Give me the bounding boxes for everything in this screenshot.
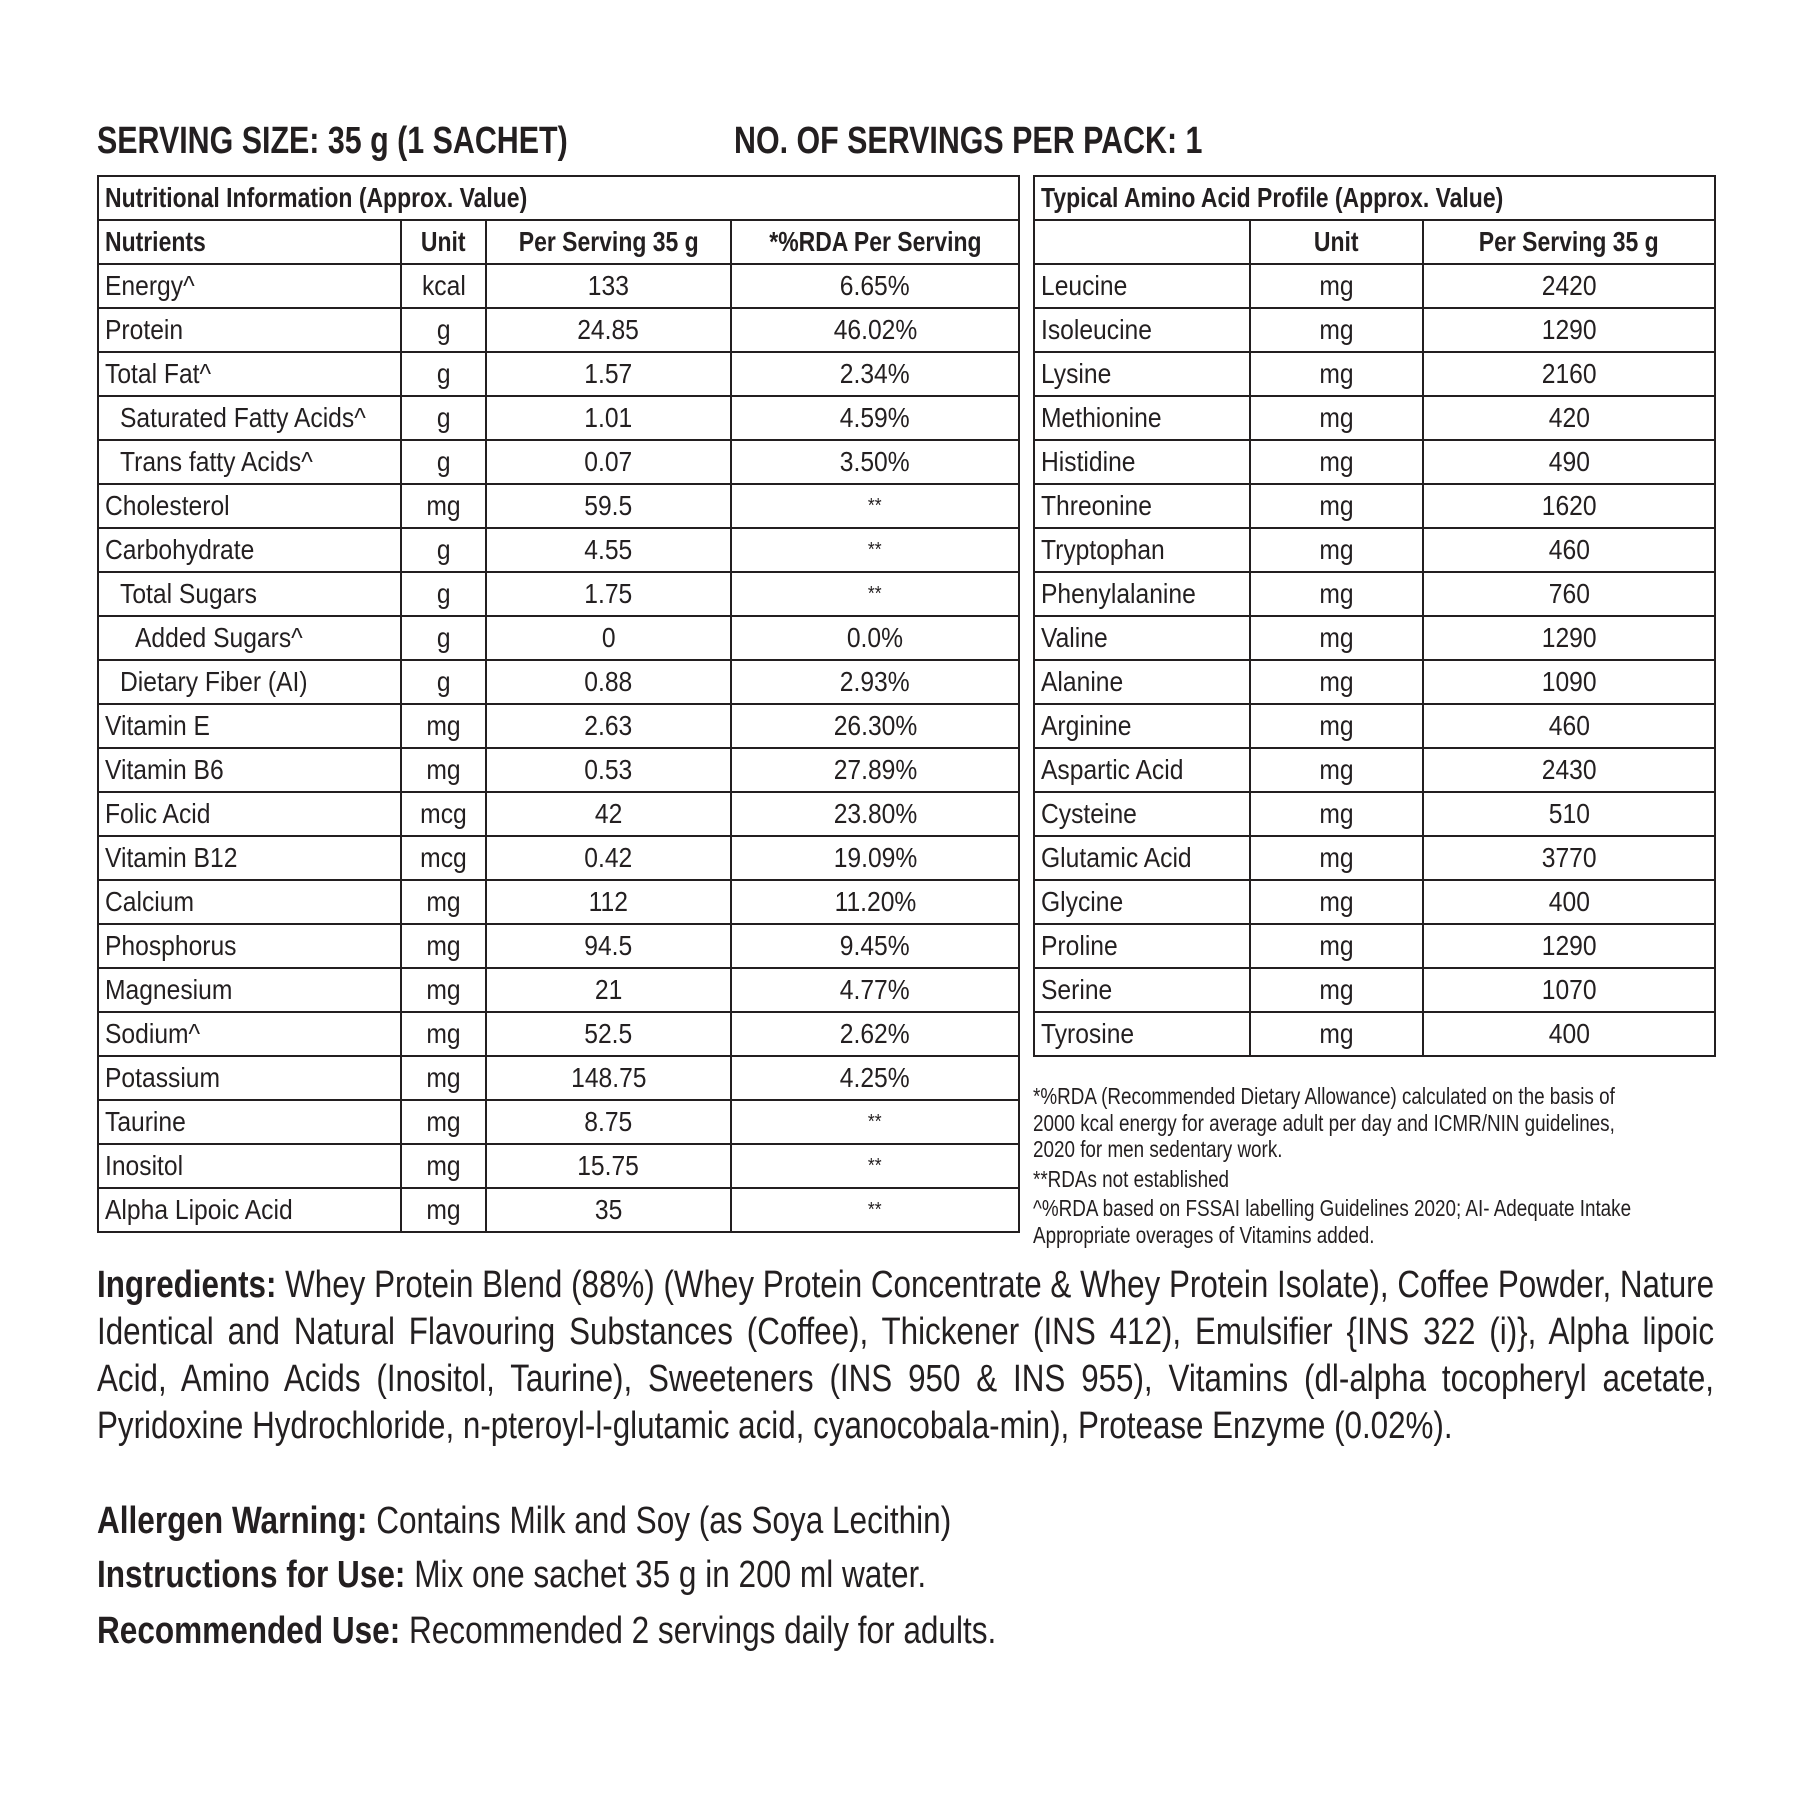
nutrient-name: Potassium <box>98 1056 401 1100</box>
table-row <box>1034 660 1715 704</box>
table-row <box>1034 528 1715 572</box>
ingredients <box>97 1262 1714 1450</box>
nutrient-value: 148.75 <box>486 1056 731 1100</box>
table-row <box>1034 440 1715 484</box>
nutrient-value: 0.53 <box>486 748 731 792</box>
amino-acid-unit: mg <box>1250 792 1423 836</box>
table-row <box>1034 264 1715 308</box>
nutrient-rda: ** <box>731 572 1019 616</box>
table-row <box>98 1012 1019 1056</box>
nutrient-rda: 26.30% <box>731 704 1019 748</box>
table-row <box>98 528 1019 572</box>
nutrient-unit: g <box>401 528 486 572</box>
amino-acid-name: Glutamic Acid <box>1034 836 1250 880</box>
nutrient-name: Carbohydrate <box>98 528 401 572</box>
nutrient-name: Saturated Fatty Acids^ <box>98 396 401 440</box>
amino-acid-unit: mg <box>1250 748 1423 792</box>
nutrient-rda: 2.62% <box>731 1012 1019 1056</box>
nutrient-name: Inositol <box>98 1144 401 1188</box>
nutrient-value: 0.07 <box>486 440 731 484</box>
recommended-text: Recommended 2 servings daily for adults. <box>408 1610 997 1652</box>
table-row <box>1034 616 1715 660</box>
amino-acid-unit: mg <box>1250 968 1423 1012</box>
instructions-for-use <box>97 1554 1096 1600</box>
amino-acid-name: Proline <box>1034 924 1250 968</box>
table-row <box>98 484 1019 528</box>
amino-acid-unit: mg <box>1250 308 1423 352</box>
nutrient-name: Folic Acid <box>98 792 401 836</box>
amino-acid-name: Tyrosine <box>1034 1012 1250 1056</box>
table-row <box>98 748 1019 792</box>
nutrition-title: Nutritional Information (Approx. Value) <box>98 176 1019 220</box>
footnote-overages: Appropriate overages of Vitamins added. <box>1033 1221 1375 1248</box>
nutrient-unit: g <box>401 616 486 660</box>
nutrient-value: 59.5 <box>486 484 731 528</box>
amino-acid-name: Arginine <box>1034 704 1250 748</box>
table-row <box>98 616 1019 660</box>
amino-acid-unit: mg <box>1250 880 1423 924</box>
column-header: Unit <box>1250 220 1423 264</box>
recommended-use <box>97 1610 1180 1656</box>
nutrient-rda: 9.45% <box>731 924 1019 968</box>
nutrient-unit: g <box>401 660 486 704</box>
table-row <box>98 704 1019 748</box>
nutrient-rda: 0.0% <box>731 616 1019 660</box>
footnote-fssai: ^%RDA based on FSSAI labelling Guidelines 2020; AI- Adequate Intake <box>1033 1195 1632 1221</box>
table-row <box>1034 572 1715 616</box>
nutrient-rda: 23.80% <box>731 792 1019 836</box>
amino-acid-value: 760 <box>1423 572 1715 616</box>
amino-acid-name: Alanine <box>1034 660 1250 704</box>
table-row <box>1034 1012 1715 1056</box>
table-row <box>1034 308 1715 352</box>
amino-acid-unit: mg <box>1250 660 1423 704</box>
table-row <box>1034 924 1715 968</box>
allergen-text: Contains Milk and Soy (as Soya Lecithin) <box>376 1500 952 1542</box>
nutrient-unit: kcal <box>401 264 486 308</box>
nutrient-name: Added Sugars^ <box>98 616 401 660</box>
amino-acid-value: 1290 <box>1423 616 1715 660</box>
allergen-warning <box>97 1500 1126 1546</box>
table-row <box>1034 352 1715 396</box>
nutrient-unit: mg <box>401 968 486 1012</box>
column-header: Per Serving 35 g <box>486 220 731 264</box>
nutrient-unit: g <box>401 396 486 440</box>
nutrient-name: Alpha Lipoic Acid <box>98 1188 401 1232</box>
nutrient-name: Magnesium <box>98 968 401 1012</box>
table-row <box>1034 968 1715 1012</box>
table-row <box>1034 836 1715 880</box>
column-header <box>1034 220 1250 264</box>
table-row <box>98 880 1019 924</box>
nutrient-name: Vitamin E <box>98 704 401 748</box>
footnote-rda: 2000 kcal energy for average adult per day and ICMR/NIN guidelines, <box>1033 1109 1615 1136</box>
allergen-label: Allergen Warning: <box>97 1500 368 1542</box>
nutrient-value: 1.75 <box>486 572 731 616</box>
nutrient-value: 0 <box>486 616 731 660</box>
amino-acid-name: Glycine <box>1034 880 1250 924</box>
footnote-rda: 2020 for men sedentary work. <box>1033 1136 1283 1162</box>
nutrient-value: 35 <box>486 1188 731 1232</box>
nutrient-name: Taurine <box>98 1100 401 1144</box>
nutrient-value: 133 <box>486 264 731 308</box>
amino-acid-unit: mg <box>1250 836 1423 880</box>
nutrient-unit: mg <box>401 748 486 792</box>
footnote-not-established: **RDAs not established <box>1033 1165 1230 1192</box>
nutrient-rda: 2.34% <box>731 352 1019 396</box>
nutrition-header-row <box>98 220 1019 264</box>
amino-acid-name: Valine <box>1034 616 1250 660</box>
table-row <box>1034 484 1715 528</box>
nutrient-unit: mg <box>401 1144 486 1188</box>
table-row <box>98 308 1019 352</box>
amino-acid-value: 1290 <box>1423 308 1715 352</box>
amino-acid-unit: mg <box>1250 572 1423 616</box>
table-row <box>98 572 1019 616</box>
table-row <box>98 1188 1019 1232</box>
table-row <box>98 1056 1019 1100</box>
table-row <box>98 836 1019 880</box>
table-row <box>98 264 1019 308</box>
nutrient-rda: 19.09% <box>731 836 1019 880</box>
instructions-label: Instructions for Use: <box>97 1554 406 1596</box>
nutrient-value: 1.57 <box>486 352 731 396</box>
nutrient-value: 24.85 <box>486 308 731 352</box>
table-row <box>1034 748 1715 792</box>
nutrient-rda: ** <box>731 484 1019 528</box>
nutrient-value: 112 <box>486 880 731 924</box>
amino-title: Typical Amino Acid Profile (Approx. Value) <box>1034 176 1715 220</box>
amino-acid-name: Methionine <box>1034 396 1250 440</box>
table-row <box>98 968 1019 1012</box>
nutrient-name: Dietary Fiber (AI) <box>98 660 401 704</box>
nutrient-unit: mg <box>401 704 486 748</box>
amino-acid-value: 490 <box>1423 440 1715 484</box>
amino-acid-name: Phenylalanine <box>1034 572 1250 616</box>
amino-acid-name: Histidine <box>1034 440 1250 484</box>
servings-per-pack: NO. OF SERVINGS PER PACK: 1 <box>734 120 1203 162</box>
footnotes <box>1033 1083 1723 1248</box>
table-row <box>98 924 1019 968</box>
nutrient-value: 94.5 <box>486 924 731 968</box>
amino-acid-unit: mg <box>1250 440 1423 484</box>
amino-acid-value: 460 <box>1423 528 1715 572</box>
nutrient-name: Cholesterol <box>98 484 401 528</box>
ingredients-text: Whey Protein Blend (88%) (Whey Protein Concentrate & Whey Protein Isolate), Coffee Powder, Nature Identical and Natural Flavouring Substances (Coffee), Thickener (INS 412), Emulsifier {INS 322 (i)}, Alpha lipoic Acid, Amino Acids (Inositol, Taurine), Sweeteners (INS 950 & INS 955), Vitamins (dl-alpha tocopheryl acetate, Pyridoxine Hydrochloride, n-pteroyl-l-glutamic acid, cyanocobala-min), Protease Enzyme (0.02%). <box>97 1264 1715 1447</box>
amino-acid-value: 400 <box>1423 1012 1715 1056</box>
table-row <box>1034 792 1715 836</box>
amino-header-row <box>1034 220 1715 264</box>
nutrient-rda: 11.20% <box>731 880 1019 924</box>
nutrient-rda: 4.77% <box>731 968 1019 1012</box>
amino-acid-value: 1090 <box>1423 660 1715 704</box>
nutrient-value: 0.88 <box>486 660 731 704</box>
nutrient-value: 21 <box>486 968 731 1012</box>
nutrient-unit: mg <box>401 1100 486 1144</box>
nutrient-rda: 4.59% <box>731 396 1019 440</box>
nutrient-value: 15.75 <box>486 1144 731 1188</box>
nutrient-name: Total Fat^ <box>98 352 401 396</box>
amino-acid-name: Cysteine <box>1034 792 1250 836</box>
amino-acid-value: 2430 <box>1423 748 1715 792</box>
nutrient-rda: 6.65% <box>731 264 1019 308</box>
footnote-rda: *%RDA (Recommended Dietary Allowance) calculated on the basis of <box>1033 1083 1615 1109</box>
nutrition-title-row <box>98 176 1019 220</box>
amino-acid-unit: mg <box>1250 1012 1423 1056</box>
amino-acid-name: Serine <box>1034 968 1250 1012</box>
column-header: Unit <box>401 220 486 264</box>
nutrient-value: 1.01 <box>486 396 731 440</box>
nutrient-value: 4.55 <box>486 528 731 572</box>
table-row <box>98 352 1019 396</box>
nutrient-value: 52.5 <box>486 1012 731 1056</box>
table-row <box>98 1100 1019 1144</box>
nutrient-value: 42 <box>486 792 731 836</box>
nutrient-unit: mcg <box>401 836 486 880</box>
amino-acid-unit: mg <box>1250 616 1423 660</box>
nutrient-name: Trans fatty Acids^ <box>98 440 401 484</box>
amino-acid-name: Lysine <box>1034 352 1250 396</box>
nutrient-rda: ** <box>731 1144 1019 1188</box>
nutrient-unit: mg <box>401 924 486 968</box>
nutrient-unit: mg <box>401 880 486 924</box>
ingredients-label: Ingredients: <box>97 1264 277 1306</box>
nutrient-value: 8.75 <box>486 1100 731 1144</box>
nutrient-rda: 4.25% <box>731 1056 1019 1100</box>
nutrient-unit: g <box>401 440 486 484</box>
nutrient-rda: ** <box>731 1100 1019 1144</box>
nutrient-name: Vitamin B12 <box>98 836 401 880</box>
amino-title-row <box>1034 176 1715 220</box>
table-row <box>98 660 1019 704</box>
amino-acid-name: Aspartic Acid <box>1034 748 1250 792</box>
nutrient-unit: mg <box>401 484 486 528</box>
table-row <box>1034 396 1715 440</box>
column-header: *%RDA Per Serving <box>731 220 1019 264</box>
table-row <box>98 440 1019 484</box>
amino-acid-value: 2160 <box>1423 352 1715 396</box>
instructions-text: Mix one sachet 35 g in 200 ml water. <box>414 1554 927 1596</box>
amino-acid-unit: mg <box>1250 396 1423 440</box>
nutrient-unit: mg <box>401 1012 486 1056</box>
nutrition-table <box>97 175 1020 1233</box>
amino-acid-value: 400 <box>1423 880 1715 924</box>
amino-acid-value: 1070 <box>1423 968 1715 1012</box>
nutrient-rda: 46.02% <box>731 308 1019 352</box>
amino-acid-value: 510 <box>1423 792 1715 836</box>
nutrient-name: Protein <box>98 308 401 352</box>
amino-acid-value: 1290 <box>1423 924 1715 968</box>
amino-acid-unit: mg <box>1250 484 1423 528</box>
nutrient-unit: mcg <box>401 792 486 836</box>
amino-acid-name: Isoleucine <box>1034 308 1250 352</box>
nutrient-name: Calcium <box>98 880 401 924</box>
amino-acid-unit: mg <box>1250 264 1423 308</box>
amino-acid-value: 1620 <box>1423 484 1715 528</box>
amino-acid-value: 420 <box>1423 396 1715 440</box>
nutrient-unit: mg <box>401 1188 486 1232</box>
amino-acid-unit: mg <box>1250 704 1423 748</box>
amino-acid-table <box>1033 175 1716 1057</box>
amino-acid-value: 3770 <box>1423 836 1715 880</box>
nutrient-rda: ** <box>731 1188 1019 1232</box>
nutrient-unit: mg <box>401 1056 486 1100</box>
amino-acid-name: Threonine <box>1034 484 1250 528</box>
nutrient-name: Sodium^ <box>98 1012 401 1056</box>
nutrient-value: 2.63 <box>486 704 731 748</box>
table-row <box>98 792 1019 836</box>
nutrient-value: 0.42 <box>486 836 731 880</box>
table-row <box>1034 880 1715 924</box>
table-row <box>1034 704 1715 748</box>
nutrient-name: Vitamin B6 <box>98 748 401 792</box>
nutrient-unit: g <box>401 352 486 396</box>
column-header: Nutrients <box>98 220 401 264</box>
amino-acid-name: Leucine <box>1034 264 1250 308</box>
recommended-label: Recommended Use: <box>97 1610 401 1652</box>
nutrient-rda: 2.93% <box>731 660 1019 704</box>
serving-size: SERVING SIZE: 35 g (1 SACHET) <box>97 120 568 162</box>
nutrient-name: Energy^ <box>98 264 401 308</box>
amino-acid-unit: mg <box>1250 352 1423 396</box>
nutrient-rda: 27.89% <box>731 748 1019 792</box>
column-header: Per Serving 35 g <box>1423 220 1715 264</box>
amino-acid-unit: mg <box>1250 528 1423 572</box>
nutrient-unit: g <box>401 308 486 352</box>
nutrient-rda: 3.50% <box>731 440 1019 484</box>
amino-acid-value: 2420 <box>1423 264 1715 308</box>
nutrient-name: Total Sugars <box>98 572 401 616</box>
nutrient-name: Phosphorus <box>98 924 401 968</box>
amino-acid-name: Tryptophan <box>1034 528 1250 572</box>
nutrient-rda: ** <box>731 528 1019 572</box>
table-row <box>98 396 1019 440</box>
nutrient-unit: g <box>401 572 486 616</box>
amino-acid-unit: mg <box>1250 924 1423 968</box>
amino-acid-value: 460 <box>1423 704 1715 748</box>
table-row <box>98 1144 1019 1188</box>
